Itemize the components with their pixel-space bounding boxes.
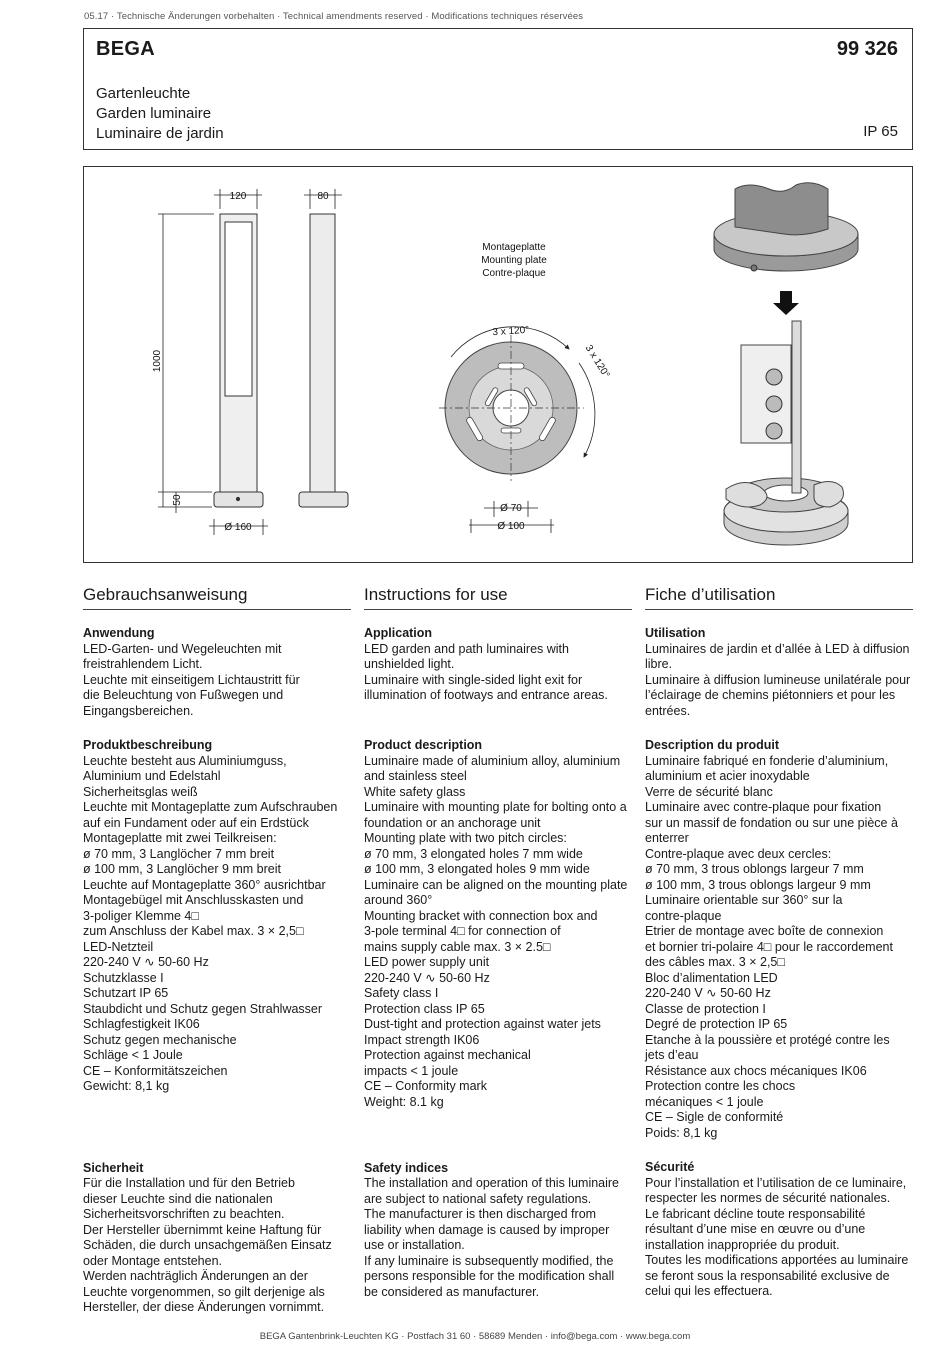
article-number: 99 326	[836, 38, 898, 60]
text-line: Leuchte besteht aus Aluminiumguss,	[83, 753, 287, 768]
text-line: sur un massif de fondation ou sur une pièce à	[645, 815, 898, 830]
section-title: Sécurité	[645, 1160, 695, 1174]
product-names	[96, 84, 224, 144]
dim-base-diameter: Ø 160	[224, 522, 252, 533]
text-line: entrées.	[645, 703, 691, 718]
dim-width-front: 120	[229, 191, 247, 202]
text-line: Werden nachträglich Änderungen an der	[83, 1269, 308, 1283]
text-line: freistrahlendem Licht.	[83, 657, 203, 671]
text-line: Etanche à la poussière et protégé contre les	[645, 1032, 890, 1047]
text-line: impacts < 1 joule	[364, 1063, 459, 1078]
text-line: Leuchte mit einseitigem Lichtaustritt für	[83, 672, 300, 687]
text-line: liability when damage is caused by improper	[364, 1222, 610, 1237]
text-line: Luminaire avec contre-plaque pour fixation	[645, 800, 882, 814]
text-line: libre.	[645, 657, 673, 671]
dim-base-height: 50	[172, 494, 183, 506]
section-utilisation	[645, 626, 913, 719]
text-line: Staubdicht und Schutz gegen Strahlwasser	[83, 1001, 323, 1016]
text-line: Für die Installation und für den Betrieb	[83, 1176, 295, 1190]
text-line: Verre de sécurité blanc	[645, 784, 773, 799]
brand-logo-text: BEGA	[96, 38, 155, 60]
dim-height: 1000	[152, 349, 163, 373]
text-line: unshielded light.	[364, 657, 455, 671]
text-line: Degré de protection IP 65	[645, 1017, 788, 1031]
section-title: Application	[364, 626, 433, 640]
text-line: Montagebügel mit Anschlusskasten und	[83, 893, 304, 907]
section-sicherheit	[83, 1161, 351, 1316]
section-produktbeschreibung	[83, 738, 351, 1095]
column-heading: Gebrauchsanweisung	[83, 585, 351, 610]
text-line: persons responsible for the modification shall	[364, 1269, 615, 1283]
text-line: Schutzart IP 65	[83, 986, 169, 1000]
text-line: Luminaire fabriqué en fonderie d’aluminium,	[645, 753, 889, 768]
text-line: 220-240 V ∿ 50-60 Hz	[645, 986, 771, 1000]
text-line: Schäden, die durch unsachgemäßen Einsatz	[83, 1238, 332, 1252]
text-line: CE – Conformity mark	[364, 1079, 487, 1093]
text-line: Mounting bracket with connection box and	[364, 908, 598, 923]
angle-side-label: 3 x 120°	[582, 343, 612, 381]
text-line: Eingangsbereichen.	[83, 703, 194, 718]
text-line: Protection contre les chocs	[645, 1079, 796, 1093]
text-line: mains supply cable max. 3 × 2.5□	[364, 939, 551, 954]
section-safety-indices	[364, 1161, 632, 1301]
text-line: foundation or an anchorage unit	[364, 815, 541, 830]
text-line: Montageplatte mit zwei Teilkreisen:	[83, 831, 277, 845]
section-securite	[645, 1160, 913, 1300]
text-line: 3-poliger Klemme 4□	[83, 908, 199, 923]
text-line: be considered as manufacturer.	[364, 1284, 540, 1299]
text-line: ø 70 mm, 3 elongated holes 7 mm wide	[364, 846, 583, 861]
column-heading: Instructions for use	[364, 585, 632, 610]
section-product-description	[364, 738, 632, 1110]
product-name-en: Garden luminaire	[96, 105, 212, 122]
section-title: Produktbeschreibung	[83, 738, 213, 752]
text-line: mécaniques < 1 joule	[645, 1094, 764, 1109]
text-line: Pour l’installation et l’utilisation de ce luminaire,	[645, 1175, 907, 1190]
text-line: enterrer	[645, 831, 689, 845]
text-line: The installation and operation of this luminaire	[364, 1176, 620, 1190]
text-line: LED power supply unit	[364, 955, 490, 969]
text-line: installation inappropriée du produit.	[645, 1237, 840, 1252]
text-line: aluminium et acier inoxydable	[645, 769, 810, 783]
text-line: Sicherheitsglas weiß	[83, 784, 198, 799]
text-line: illumination of footways and entrance areas.	[364, 688, 608, 702]
text-line: around 360°	[364, 893, 433, 907]
text-line: ø 70 mm, 3 Langlöcher 7 mm breit	[83, 846, 275, 861]
installation-view	[714, 183, 858, 545]
text-line: Dust-tight and protection against water jets	[364, 1017, 601, 1031]
text-line: contre-plaque	[645, 908, 722, 923]
text-line: The manufacturer is then discharged from	[364, 1207, 597, 1221]
plate-label-en: Mounting plate	[481, 255, 547, 266]
column-fr	[645, 585, 913, 1300]
section-description-produit	[645, 738, 913, 1141]
angle-top-label: 3 x 120°	[492, 324, 530, 339]
text-line: auf ein Fundament oder auf ein Erdstück	[83, 815, 309, 830]
text-line: Schlagfestigkeit IK06	[83, 1017, 200, 1031]
text-line: Schläge < 1 Joule	[83, 1048, 183, 1062]
text-line: ø 100 mm, 3 Langlöcher 9 mm breit	[83, 862, 281, 876]
text-line: Hersteller, der diese Änderungen vornimmt.	[83, 1300, 325, 1314]
text-line: LED garden and path luminaires with	[364, 641, 569, 656]
text-line: If any luminaire is subsequently modified, the	[364, 1253, 614, 1268]
text-line: et bornier tri-polaire 4□ pour le raccordement	[645, 939, 893, 954]
text-line: Contre-plaque avec deux cercles:	[645, 846, 832, 861]
section-title: Product description	[364, 738, 483, 752]
section-title: Utilisation	[645, 626, 706, 640]
text-line: dieser Leuchte sind die nationalen	[83, 1191, 273, 1206]
text-line: Leuchte mit Montageplatte zum Aufschrauben	[83, 800, 338, 814]
text-line: Leuchte auf Montageplatte 360° ausrichtbar	[83, 877, 326, 892]
text-line: Luminaire with mounting plate for bolting onto a	[364, 800, 627, 814]
text-line: Leuchte vorgenommen, so gilt derjenige als	[83, 1284, 325, 1299]
text-line: Gewicht: 8,1 kg	[83, 1079, 170, 1093]
section-anwendung	[83, 626, 351, 719]
text-line: Luminaire à diffusion lumineuse unilatérale pour	[645, 672, 911, 687]
text-line: die Beleuchtung von Fußwegen und	[83, 688, 284, 702]
column-heading: Fiche d’utilisation	[645, 585, 913, 610]
text-line: l’éclairage de chemins piétonniers et pour les	[645, 688, 896, 702]
text-line: LED-Netzteil	[83, 939, 154, 954]
text-line: Luminaire with single-sided light exit for	[364, 672, 583, 687]
text-line: résultant d’une mise en œuvre ou d’une	[645, 1222, 866, 1236]
text-line: ø 100 mm, 3 elongated holes 9 mm wide	[364, 862, 590, 876]
text-line: use or installation.	[364, 1238, 465, 1252]
dia-outer-label: Ø 100	[497, 521, 525, 532]
text-line: LED-Garten- und Wegeleuchten mit	[83, 641, 282, 656]
dim-width-side: 80	[317, 191, 329, 202]
column-en	[364, 585, 632, 1300]
text-line: Luminaire made of aluminium alloy, aluminium	[364, 753, 621, 768]
text-line: Protection class IP 65	[364, 1001, 485, 1016]
text-line: Safety class I	[364, 986, 439, 1000]
text-line: respecter les normes de sécurité nationales.	[645, 1191, 891, 1205]
text-line: are subject to national safety regulations.	[364, 1191, 592, 1206]
section-title: Safety indices	[364, 1160, 449, 1175]
text-line: ø 70 mm, 3 trous oblongs largeur 7 mm	[645, 862, 864, 876]
text-line: celui qui les effectuera.	[645, 1284, 773, 1298]
product-header	[83, 28, 913, 150]
front-view	[214, 214, 263, 507]
text-line: Weight: 8.1 kg	[364, 1094, 444, 1109]
product-name-fr: Luminaire de jardin	[96, 125, 224, 142]
text-line: Impact strength IK06	[364, 1032, 480, 1047]
text-line: Classe de protection I	[645, 1001, 766, 1016]
text-line: des câbles max. 3 × 2,5□	[645, 955, 785, 969]
plate-label-fr: Contre-plaque	[482, 268, 546, 279]
text-line: Etrier de montage avec boîte de connexion	[645, 924, 884, 938]
text-line: zum Anschluss der Kabel max. 3 × 2,5□	[83, 924, 304, 938]
text-line: se feront sous la responsabilité exclusive de	[645, 1268, 890, 1283]
text-line: jets d’eau	[645, 1048, 699, 1062]
text-line: ø 100 mm, 3 trous oblongs largeur 9 mm	[645, 877, 871, 892]
text-line: Sicherheitsvorschriften zu beachten.	[83, 1207, 285, 1221]
text-line: CE – Sigle de conformité	[645, 1110, 784, 1124]
text-line: Bloc d’alimentation LED	[645, 970, 778, 985]
text-line: Toutes les modifications apportées au luminaire	[645, 1253, 909, 1267]
text-line: Schutz gegen mechanische	[83, 1032, 237, 1047]
side-view	[299, 214, 348, 507]
text-line: 220-240 V ∿ 50-60 Hz	[364, 970, 490, 985]
section-title: Sicherheit	[83, 1160, 144, 1175]
text-line: Résistance aux chocs mécaniques IK06	[645, 1063, 867, 1078]
footer-address: BEGA Gantenbrink-Leuchten KG · Postfach 31 60 · 58689 Menden · info@bega.com · www.bega.com	[259, 1331, 691, 1342]
text-line: Luminaire orientable sur 360° sur la	[645, 893, 843, 907]
section-application	[364, 626, 632, 704]
text-line: Le fabricant décline toute responsabilité	[645, 1206, 866, 1221]
ip-rating: IP 65	[863, 123, 898, 140]
text-line: Luminaires de jardin et d’allée à LED à diffusion	[645, 641, 910, 656]
dia-inner-label: Ø 70	[500, 503, 522, 514]
text-line: oder Montage entstehen.	[83, 1253, 222, 1268]
text-line: Poids: 8,1 kg	[645, 1125, 718, 1140]
product-name-de: Gartenleuchte	[96, 85, 191, 102]
text-line: 220-240 V ∿ 50-60 Hz	[83, 955, 209, 969]
section-title: Description du produit	[645, 738, 780, 752]
section-title: Anwendung	[83, 626, 155, 640]
text-line: Luminaire can be aligned on the mounting plate	[364, 877, 628, 892]
text-line: Der Hersteller übernimmt keine Haftung für	[83, 1222, 322, 1237]
text-line: and stainless steel	[364, 769, 467, 783]
plate-label-de: Montageplatte	[482, 242, 546, 253]
technical-drawing	[83, 166, 913, 563]
text-line: White safety glass	[364, 784, 466, 799]
text-line: Aluminium und Edelstahl	[83, 769, 221, 783]
text-line: 3-pole terminal 4□ for connection of	[364, 924, 561, 938]
revision-note: 05.17 · Technische Änderungen vorbehalten · Technical amendments reserved · Modifications techniques réservées	[84, 11, 584, 22]
text-line: CE – Konformitätszeichen	[83, 1063, 228, 1078]
text-line: Protection against mechanical	[364, 1048, 531, 1062]
column-de	[83, 585, 351, 1316]
text-line: Schutzklasse I	[83, 970, 164, 985]
text-line: Mounting plate with two pitch circles:	[364, 831, 567, 845]
drawing-svg	[84, 167, 914, 564]
